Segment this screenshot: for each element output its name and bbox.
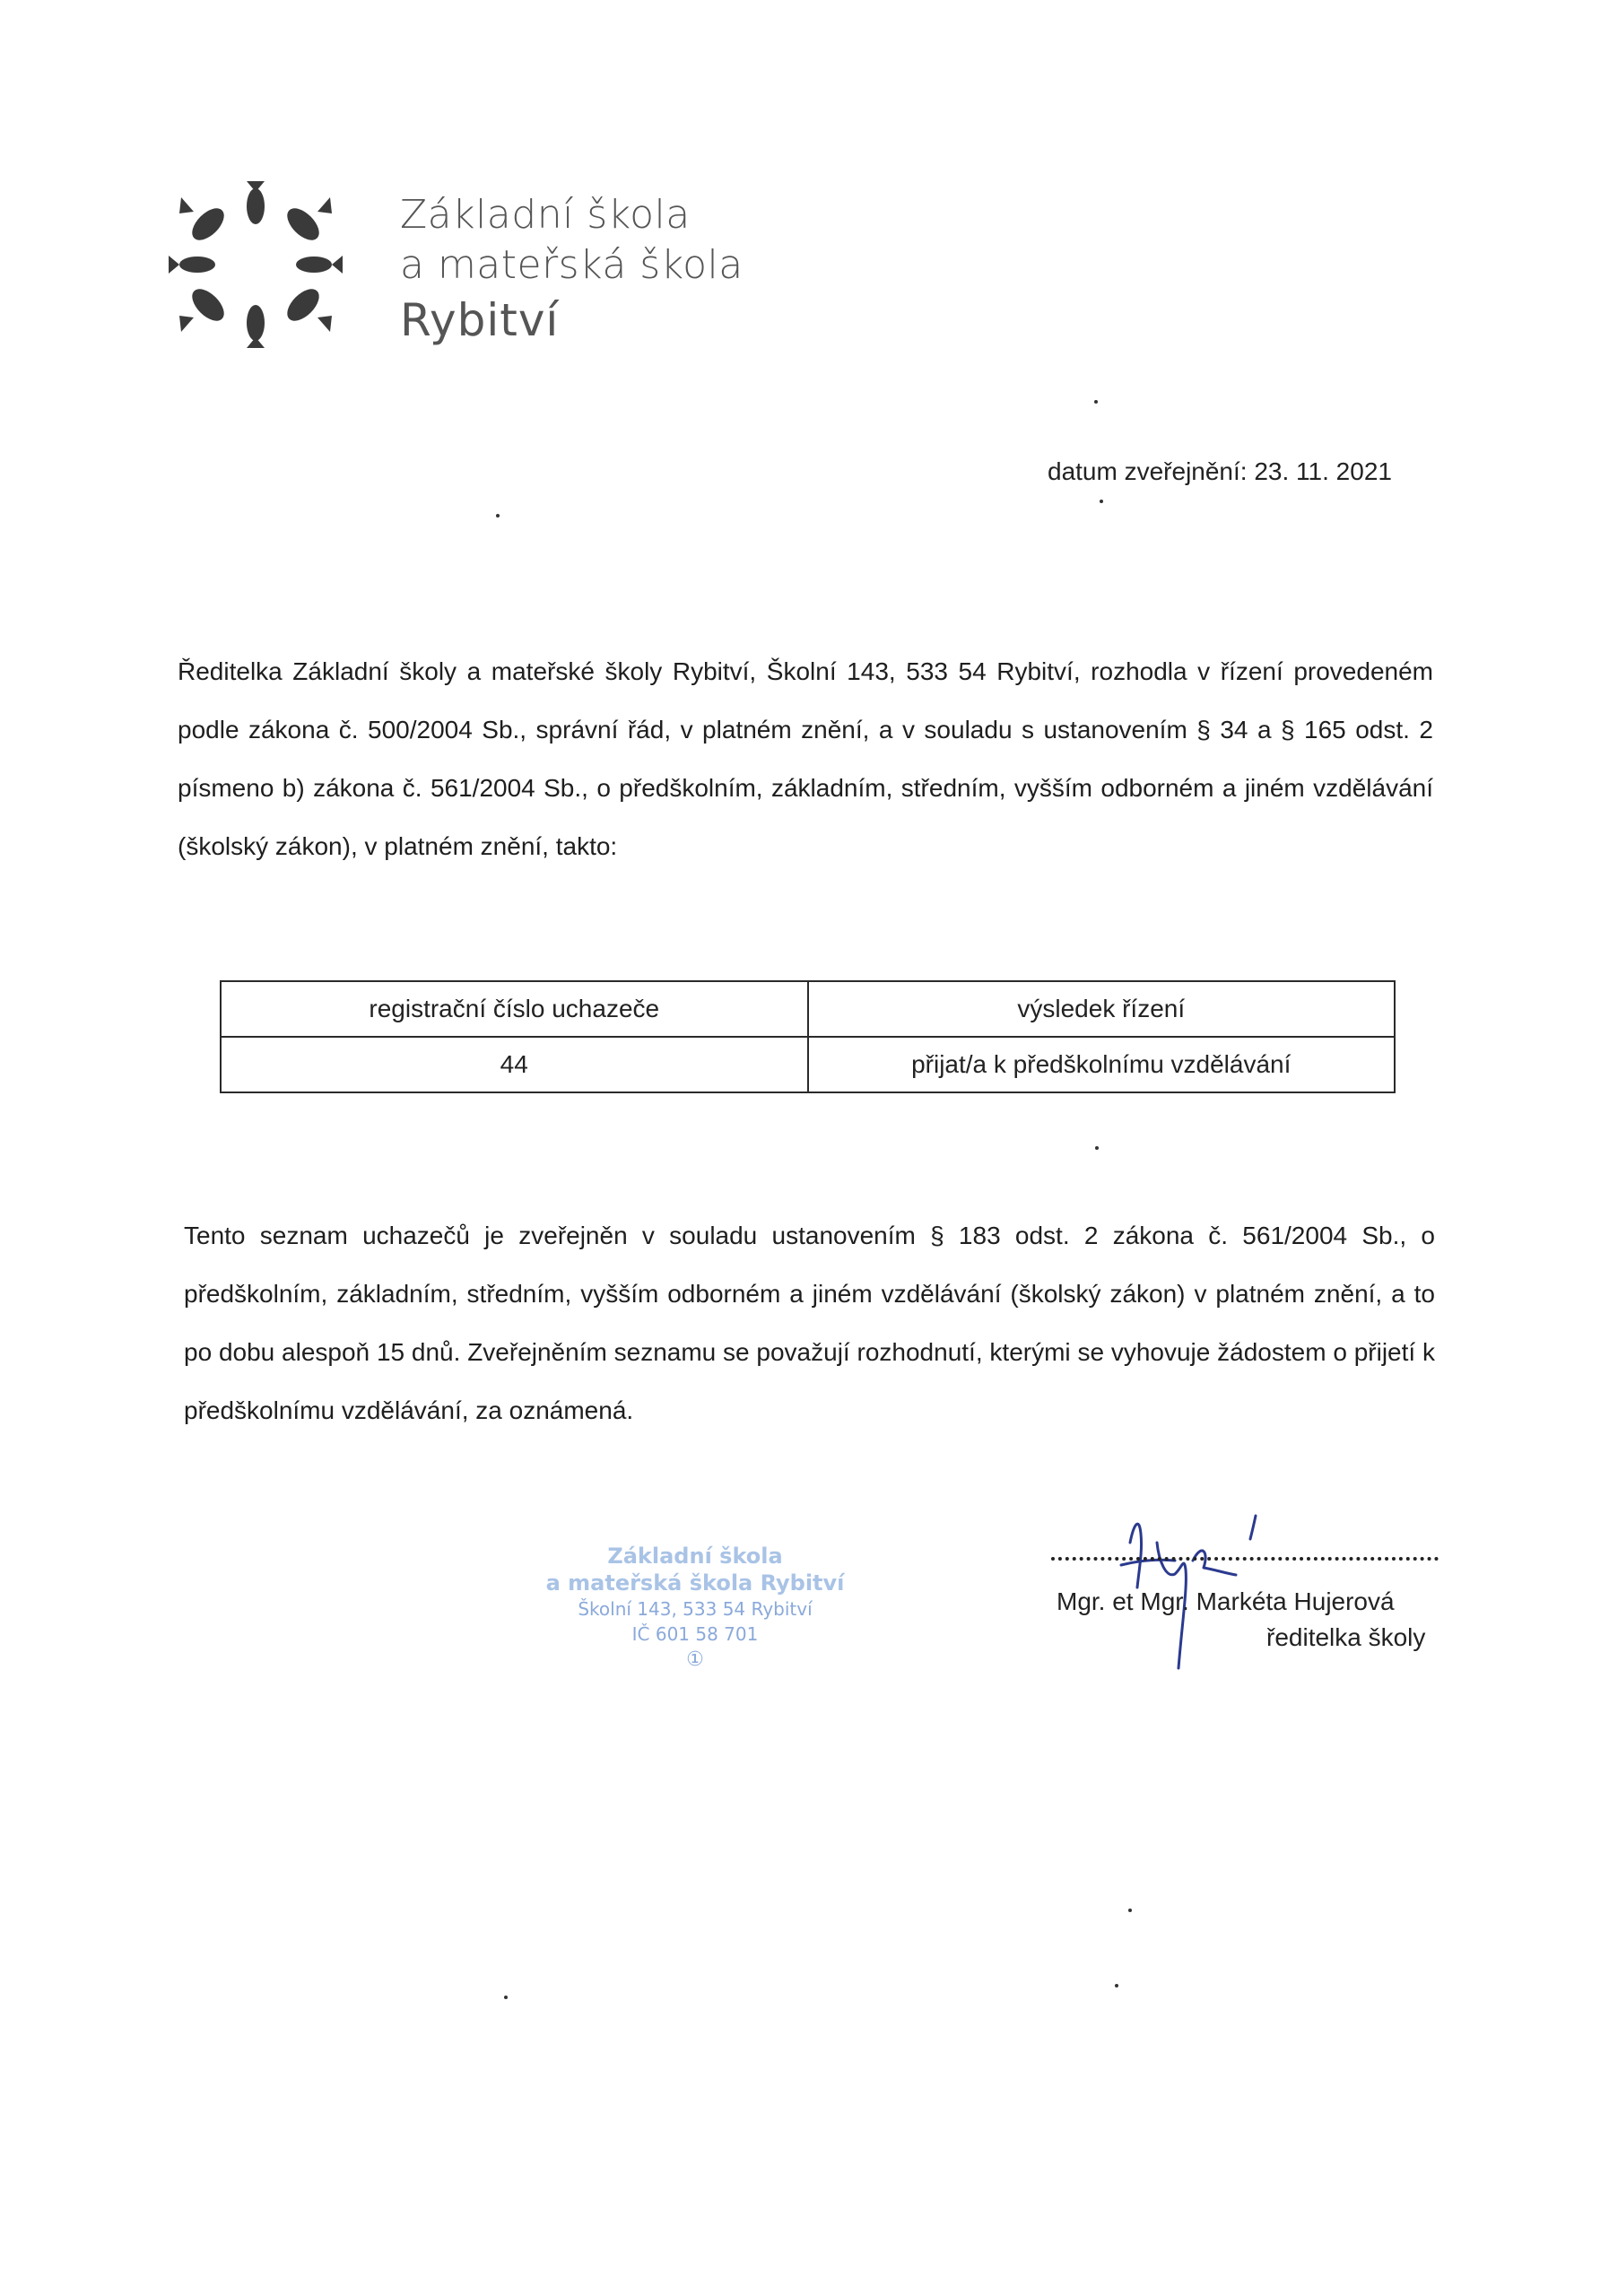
scan-speck <box>504 1996 508 1999</box>
scan-speck <box>1095 1146 1099 1150</box>
scan-speck <box>1094 400 1098 404</box>
school-name-line2: a mateřská škola <box>400 242 744 288</box>
signer-name: Mgr. et Mgr. Markéta Hujerová <box>1057 1587 1395 1615</box>
stamp-line1: Základní škola <box>607 1544 783 1569</box>
signer-role: ředitelka školy <box>1266 1623 1426 1651</box>
notice-paragraph: Tento seznam uchazečů je zveřejněn v souladu ustanovením § 183 odst. 2 zákona č. 561/2004 Sb., o předškolním, základním, středním, vyšším odborném a jiném vzdělávání (školský zákon) v platném znění, a to po dobu alespoň 15 dnů. Zveřejněním seznamu se považují rozhodnutí, kterými se vyhovuje žádostem o přijetí k předškolnímu vzdělávání, za oznámená. <box>184 1222 1435 1424</box>
stamp-line5: ① <box>686 1648 704 1671</box>
stamp-line4: IČ 601 58 701 <box>631 1623 759 1645</box>
scan-speck <box>496 514 500 517</box>
school-name <box>400 190 744 350</box>
school-name-line3: Rybitví <box>400 294 560 346</box>
results-table <box>220 980 1396 1093</box>
table-header-registration-number: registrační číslo uchazeče <box>221 981 808 1037</box>
stamp-line2: a mateřská škola Rybitví <box>545 1570 845 1596</box>
intro-paragraph: Ředitelka Základní školy a mateřské školy Rybitví, Školní 143, 533 54 Rybitví, rozhodla v řízení provedeném podle zákona č. 500/2004 Sb., správní řád, v platném znění, a v souladu s ustanovením § 34 a § 165 odst. 2 písmeno b) zákona č. 561/2004 Sb., o předškolním, základním, středním, vyšším odborném a jiném vzdělávání (školský zákon), v platném znění, takto: <box>178 657 1433 860</box>
school-logo-fish-icon <box>161 170 350 359</box>
table-cell-registration-number: 44 <box>221 1037 808 1092</box>
school-stamp <box>502 1543 888 1674</box>
signature-line <box>1051 1557 1439 1561</box>
publication-date: datum zveřejnění: 23. 11. 2021 <box>1048 457 1392 485</box>
scan-speck <box>1128 1909 1132 1912</box>
table-header-result: výsledek řízení <box>808 981 1396 1037</box>
scan-speck <box>1100 500 1103 503</box>
stamp-line3: Školní 143, 533 54 Rybitví <box>578 1598 813 1620</box>
table-header-row <box>221 981 1395 1037</box>
table-row <box>221 1037 1395 1092</box>
scan-speck <box>1115 1984 1118 1987</box>
table-cell-result: přijat/a k předškolnímu vzdělávání <box>808 1037 1396 1092</box>
school-name-line1: Základní škola <box>400 192 691 238</box>
